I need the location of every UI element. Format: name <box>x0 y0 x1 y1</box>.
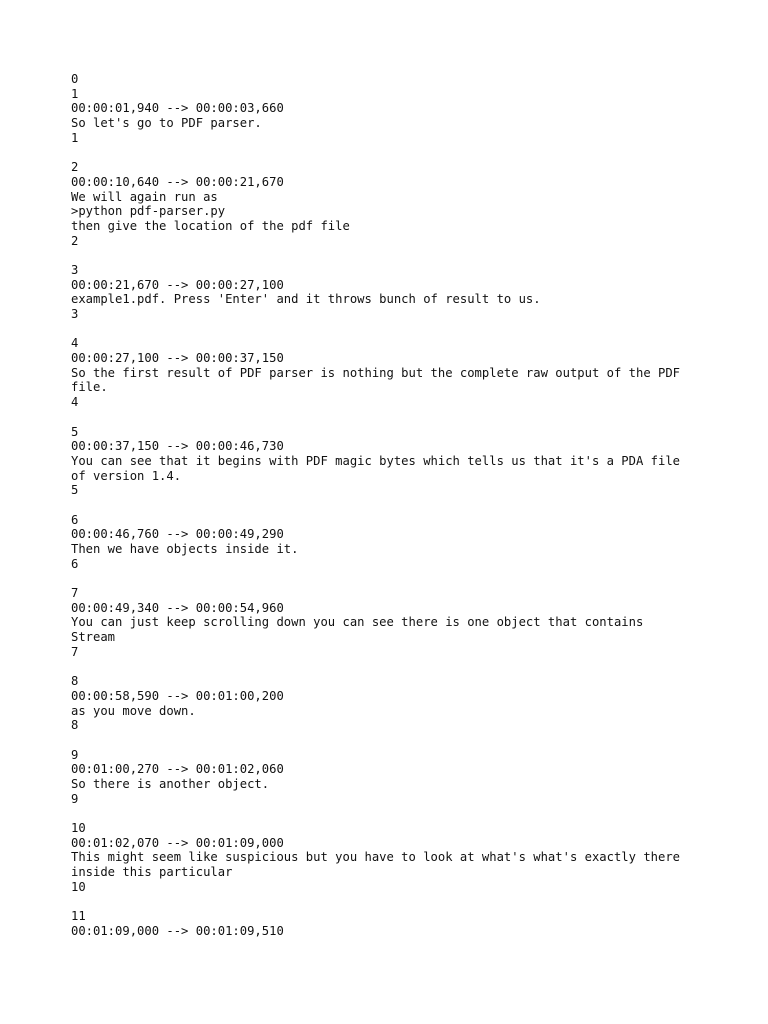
transcript-line: 2 <box>71 160 79 175</box>
transcript-line: 4 <box>71 395 79 410</box>
transcript-line: 1 <box>71 86 79 101</box>
transcript-line: 00:00:10,640 --> 00:00:21,670 <box>71 174 284 189</box>
transcript-line <box>71 571 711 586</box>
transcript-line: This might seem like suspicious but you have to look at what's what's exactly there <box>71 850 681 865</box>
transcript-line: 1 <box>71 130 79 145</box>
transcript-line <box>71 660 711 675</box>
transcript-line: >python pdf-parser.py <box>71 204 226 219</box>
transcript-line: 00:00:58,590 --> 00:01:00,200 <box>71 688 284 703</box>
transcript-line: 5 <box>71 424 79 439</box>
transcript-line: of version 1.4. <box>71 468 182 483</box>
transcript-line: file. <box>71 380 108 395</box>
transcript-line: 4 <box>71 336 79 351</box>
transcript-line: 5 <box>71 483 79 498</box>
transcript-line <box>71 145 711 160</box>
transcript-line: 8 <box>71 718 79 733</box>
transcript-line: 10 <box>71 821 86 836</box>
transcript-line: 0 <box>71 72 79 86</box>
transcript-line: We will again run as <box>71 189 218 204</box>
transcript-line <box>71 806 711 821</box>
transcript-line: So the first result of PDF parser is nothing but the complete raw output of the PDF <box>71 365 681 380</box>
transcript-line: 00:00:37,150 --> 00:00:46,730 <box>71 439 284 454</box>
transcript-line <box>71 248 711 263</box>
transcript-line: 7 <box>71 586 79 601</box>
transcript-line: inside this particular <box>71 865 233 880</box>
transcript-line: Stream <box>71 630 116 645</box>
transcript-line: 00:01:00,270 --> 00:01:02,060 <box>71 762 284 777</box>
transcript-line <box>71 895 711 910</box>
transcript-line: 2 <box>71 233 79 248</box>
transcript-line: as you move down. <box>71 703 196 718</box>
transcript-line: You can just keep scrolling down you can see there is one object that contains <box>71 615 644 630</box>
transcript-line: So let's go to PDF parser. <box>71 116 262 131</box>
transcript-line: 00:01:09,000 --> 00:01:09,510 <box>71 923 284 938</box>
transcript-line: 3 <box>71 307 79 321</box>
transcript-line: Then we have objects inside it. <box>71 542 299 556</box>
transcript-line: 11 <box>71 909 86 924</box>
transcript-line: 00:01:02,070 --> 00:01:09,000 <box>71 835 284 850</box>
transcript-line: 7 <box>71 644 79 659</box>
transcript-line: 3 <box>71 262 79 277</box>
transcript-line: 10 <box>71 879 86 894</box>
transcript-line <box>71 410 711 425</box>
transcript-line: 9 <box>71 747 79 762</box>
transcript-line: example1.pdf. Press 'Enter' and it throws bunch of result to us. <box>71 292 541 307</box>
transcript-line: So there is another object. <box>71 777 270 791</box>
transcript-line: 00:00:46,760 --> 00:00:49,290 <box>71 527 284 542</box>
transcript-line: 9 <box>71 791 79 806</box>
transcript-line: 00:00:49,340 --> 00:00:54,960 <box>71 600 284 615</box>
transcript-line <box>71 498 711 513</box>
transcript-line: 00:00:21,670 --> 00:00:27,100 <box>71 277 284 292</box>
transcript-line: You can see that it begins with PDF magic bytes which tells us that it's a PDA file <box>71 453 681 468</box>
transcript-line: 00:00:01,940 --> 00:00:03,660 <box>71 101 284 116</box>
transcript-line <box>71 733 711 748</box>
transcript-line <box>71 322 711 337</box>
transcript-line: 6 <box>71 512 79 527</box>
subtitle-transcript <box>71 72 711 939</box>
transcript-line: 00:00:27,100 --> 00:00:37,150 <box>71 351 284 366</box>
transcript-line: 8 <box>71 674 79 689</box>
transcript-line: then give the location of the pdf file <box>71 218 350 233</box>
transcript-line: 6 <box>71 556 79 571</box>
